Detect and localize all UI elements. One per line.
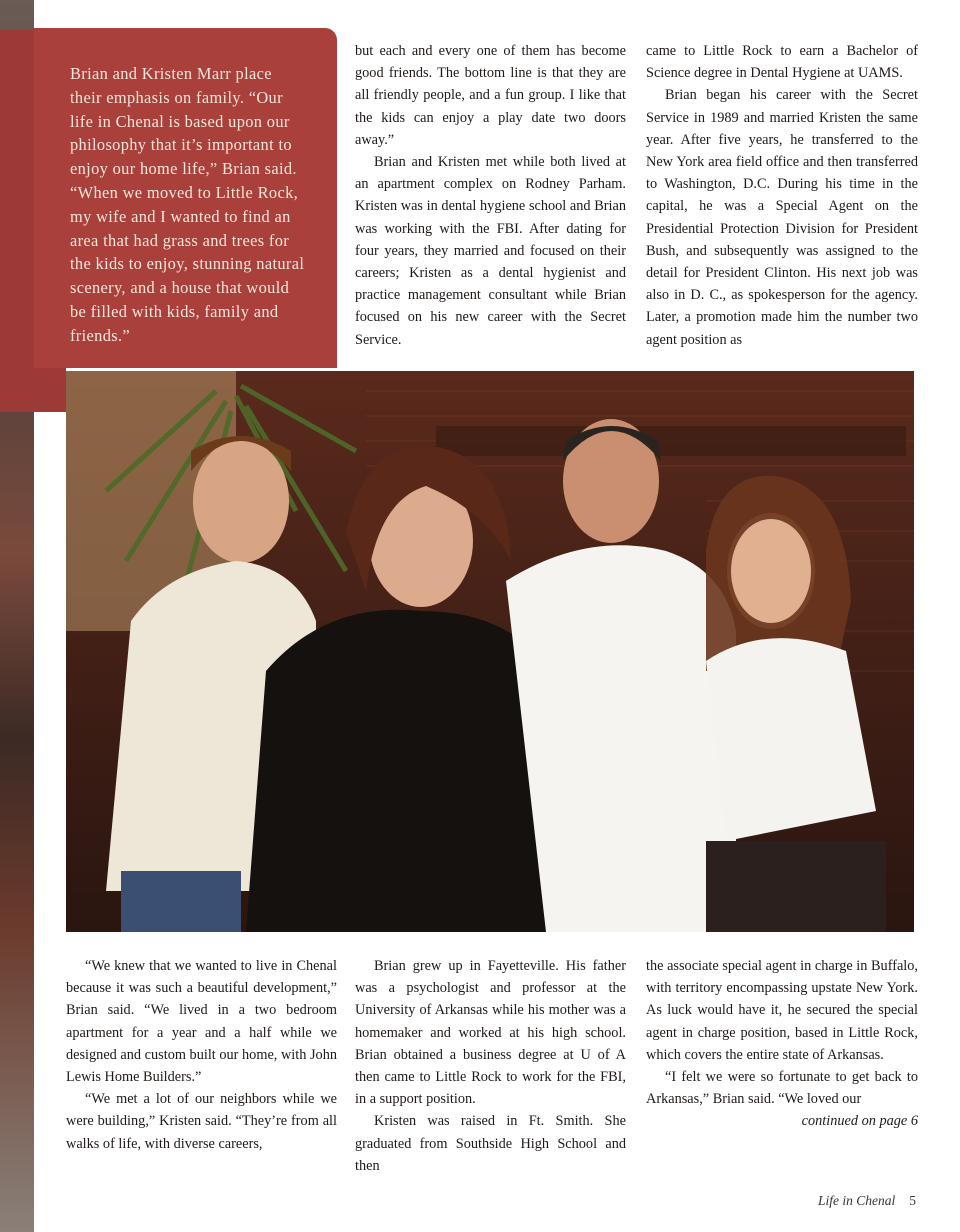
paragraph: came to Little Rock to earn a Bachelor of Science degree in Dental Hygiene at UAMS. [646, 43, 918, 82]
column-bottom-right [646, 955, 918, 1133]
paragraph: but each and every one of them has become good friends. The bottom line is that they are all friendly people, and a fun group. I like that the kids can enjoy a play date two doors away.” [355, 43, 626, 148]
column-top-middle [355, 40, 626, 351]
paragraph: Kristen was raised in Ft. Smith. She graduated from Southside High School and then [355, 1113, 626, 1174]
paragraph: “We met a lot of our neighbors while we were building,” Kristen said. “They’re from all walks of life, with diverse careers, [66, 1091, 337, 1152]
column-bottom-left [66, 955, 337, 1155]
paragraph: the associate special agent in charge in Buffalo, with territory encompassing upstate New York. As luck would have it, he secured the special agent in charge position, based in Little Rock, which covers the entire state of Arkansas. [646, 958, 918, 1063]
family-photo-illustration [66, 371, 914, 932]
column-top-right [646, 40, 918, 351]
paragraph: “I felt we were so fortunate to get back to Arkansas,” Brian said. “We loved our [646, 1069, 918, 1108]
paragraph: Brian grew up in Fayetteville. His father was a psychologist and professor at the University of Arkansas while his mother was a homemaker and worked at his high school. Brian obtained a business degree at U of A then came to Little Rock to work for the FBI, in a support position. [355, 958, 626, 1108]
page-footer [818, 1193, 916, 1209]
pull-quote-box [34, 28, 337, 368]
pull-quote-text: Brian and Kristen Marr place their emphasis on family. “Our life in Chenal is based upon our philosophy that it’s important to enjoy our home life,” Brian said. “When we moved to Little Rock, my wife and I wanted to find an area that had grass and trees for the kids to enjoy, stunning natural scenery, and a house that would be filled with kids, family and friends.” [70, 64, 305, 345]
paragraph: “We knew that we wanted to live in Chenal because it was such a beautiful development,” Brian said. “We lived in a two bedroom apartment for a year and a half while we designed and custom built our home, with John Lewis Home Builders.” [66, 958, 337, 1086]
paragraph: Brian and Kristen met while both lived at an apartment complex on Rodney Parham. Kristen was in dental hygiene school and Brian was working with the FBI. After dating for four years, they married and focused on their careers; Kristen as a dental hygienist and practice management consultant while Brian focused on his new career with the Secret Service. [355, 154, 626, 348]
family-photo [66, 371, 914, 932]
page-number: 5 [909, 1193, 916, 1208]
magazine-name: Life in Chenal [818, 1193, 896, 1208]
paragraph: Brian began his career with the Secret Service in 1989 and married Kristen the same year. After five years, he transferred to the New York area field office and then transferred to Washington, D.C. During his time in the capital, he was a Special Agent on the Presidential Protection Division for President Bush, and subsequently was assigned to the detail for President Clinton. His next job was also in D. C., as spokesperson for the agency. Later, a promotion made him the number two agent position as [646, 87, 918, 348]
continued-note: continued on page 6 [801, 1113, 918, 1130]
column-bottom-middle [355, 955, 626, 1177]
